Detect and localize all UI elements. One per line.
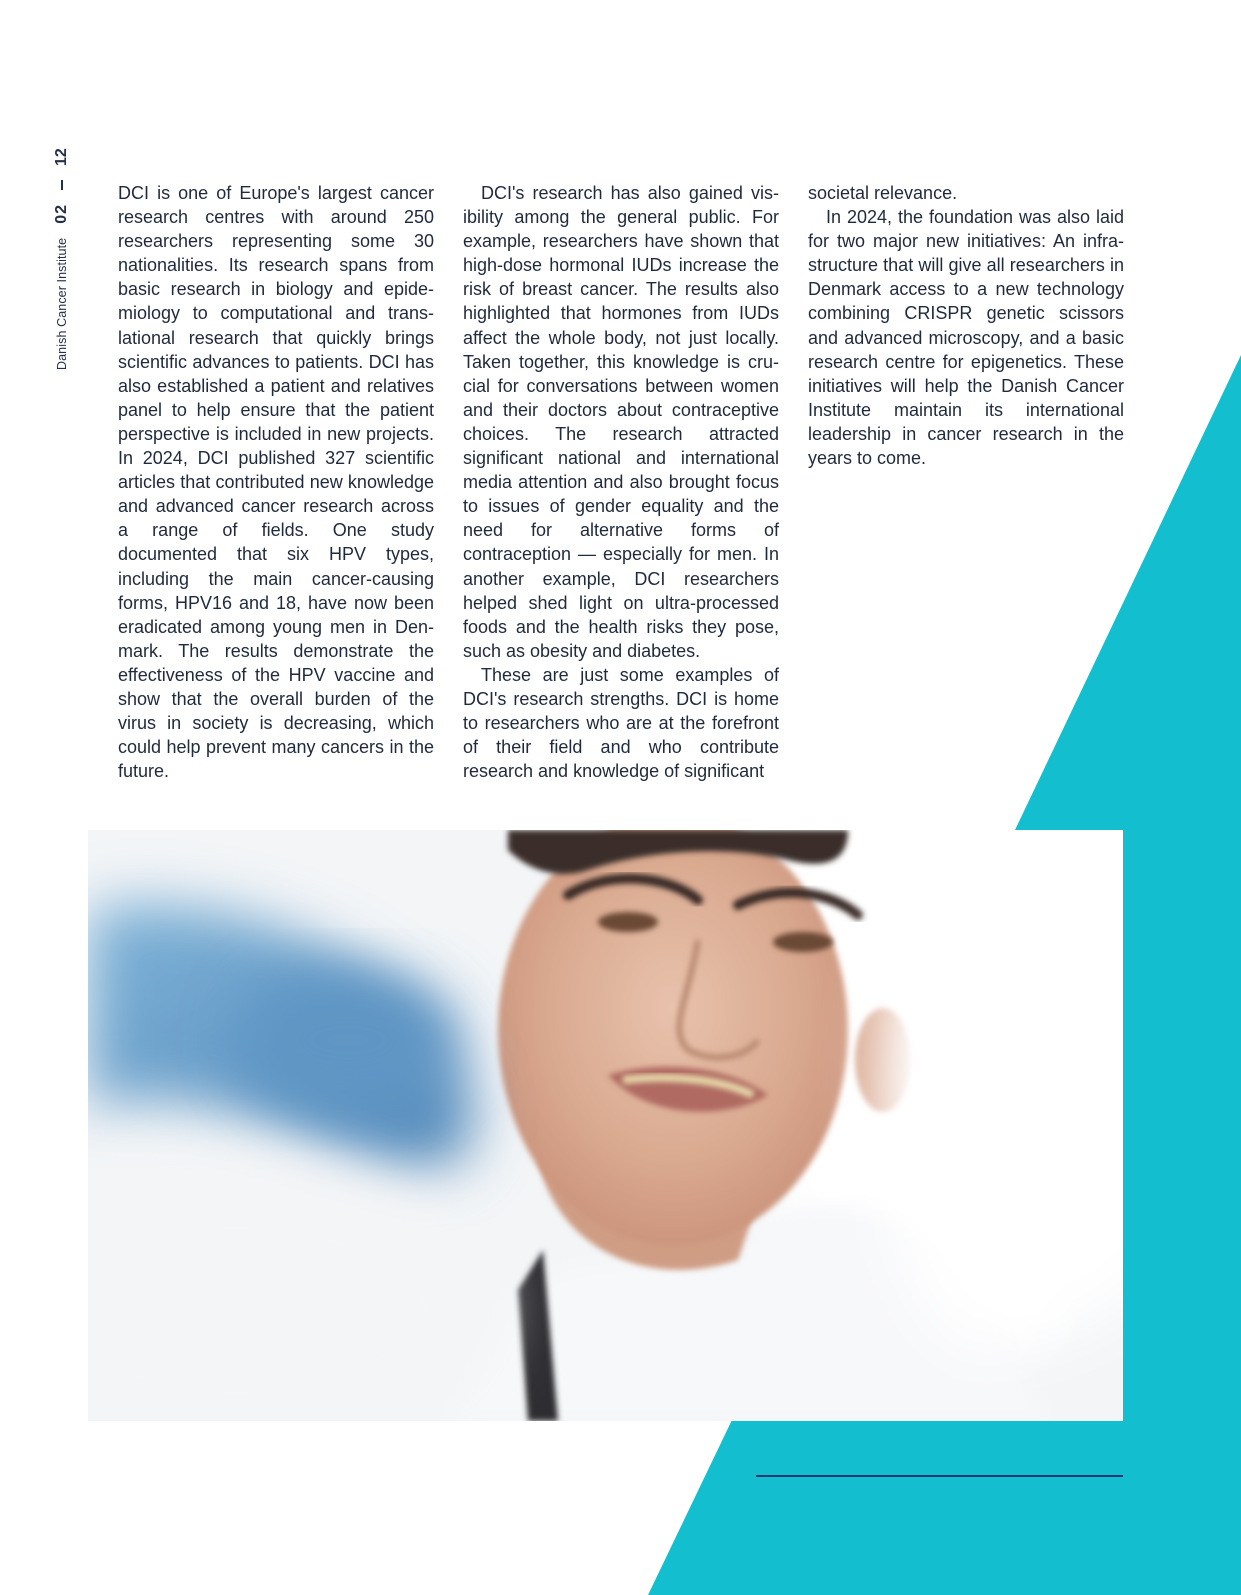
organization-name: Danish Cancer Institute xyxy=(55,237,69,370)
paragraph: DCI is one of Europe's largest cancer research centres with around 250 researchers representing some 30 nationalities. Its research spans from basic research in biology and epidemiology to computational and translational research that quickly brings scientific advances to patients. DCI has also established a patient and relatives panel to help ensure that the patient perspective is included in new projects. In 2024, DCI published 327 scientific articles that contributed new knowledge and advanced cancer research across a range of fields. One study documented that six HPV types, including the main cancer-causing forms, HPV16 and 18, have now been eradicated among young men in Denmark. The results demonstrate the effectiveness of the HPV vaccine and show that the overall burden of the virus in society is decreasing, which could help prevent many cancers in the future. xyxy=(118,183,434,782)
chapter-number: 02 xyxy=(53,203,70,224)
horizontal-rule xyxy=(756,1475,1123,1477)
text-column-2 xyxy=(463,181,779,783)
paragraph: DCI's research has also gained visibility among the general public. For example, researchers have shown that high-dose hormonal IUDs increase the risk of breast cancer. The results also highlighted that hormones from IUDs affect the whole body, not just locally. Taken together, this knowledge is crucial for conversations between women and their doctors about contraceptive choices. The research attracted significant national and international media attention and also brought focus to issues of gender equality and the need for alternative forms of contraception — especially for men. In another example, DCI researchers helped shed light on ultra-processed foods and the health risks they pose, such as obesity and diabetes. xyxy=(463,183,779,661)
paragraph: In 2024, the foundation was also laid for two major new initiatives: An infrastructure that will give all researchers in Denmark access to a new technology combining CRISPR genetic scissors and advanced microscopy, and a basic research centre for epigenetics. These initiatives will help the Danish Cancer Institute maintain its international leadership in cancer research in the years to come. xyxy=(808,207,1124,469)
page-number: 12 xyxy=(53,148,70,166)
paragraph: societal relevance. xyxy=(808,183,958,203)
photo-illustration xyxy=(88,830,1123,1421)
researcher-photo xyxy=(88,830,1123,1421)
text-column-1 xyxy=(118,181,434,783)
paragraph: These are just some examples of DCI's research strengths. DCI is home to researchers who are at the forefront of their field and who contribute research and knowledge of significant xyxy=(463,664,779,782)
text-column-3 xyxy=(808,181,1124,470)
running-header xyxy=(50,140,74,370)
header-divider xyxy=(61,180,63,190)
